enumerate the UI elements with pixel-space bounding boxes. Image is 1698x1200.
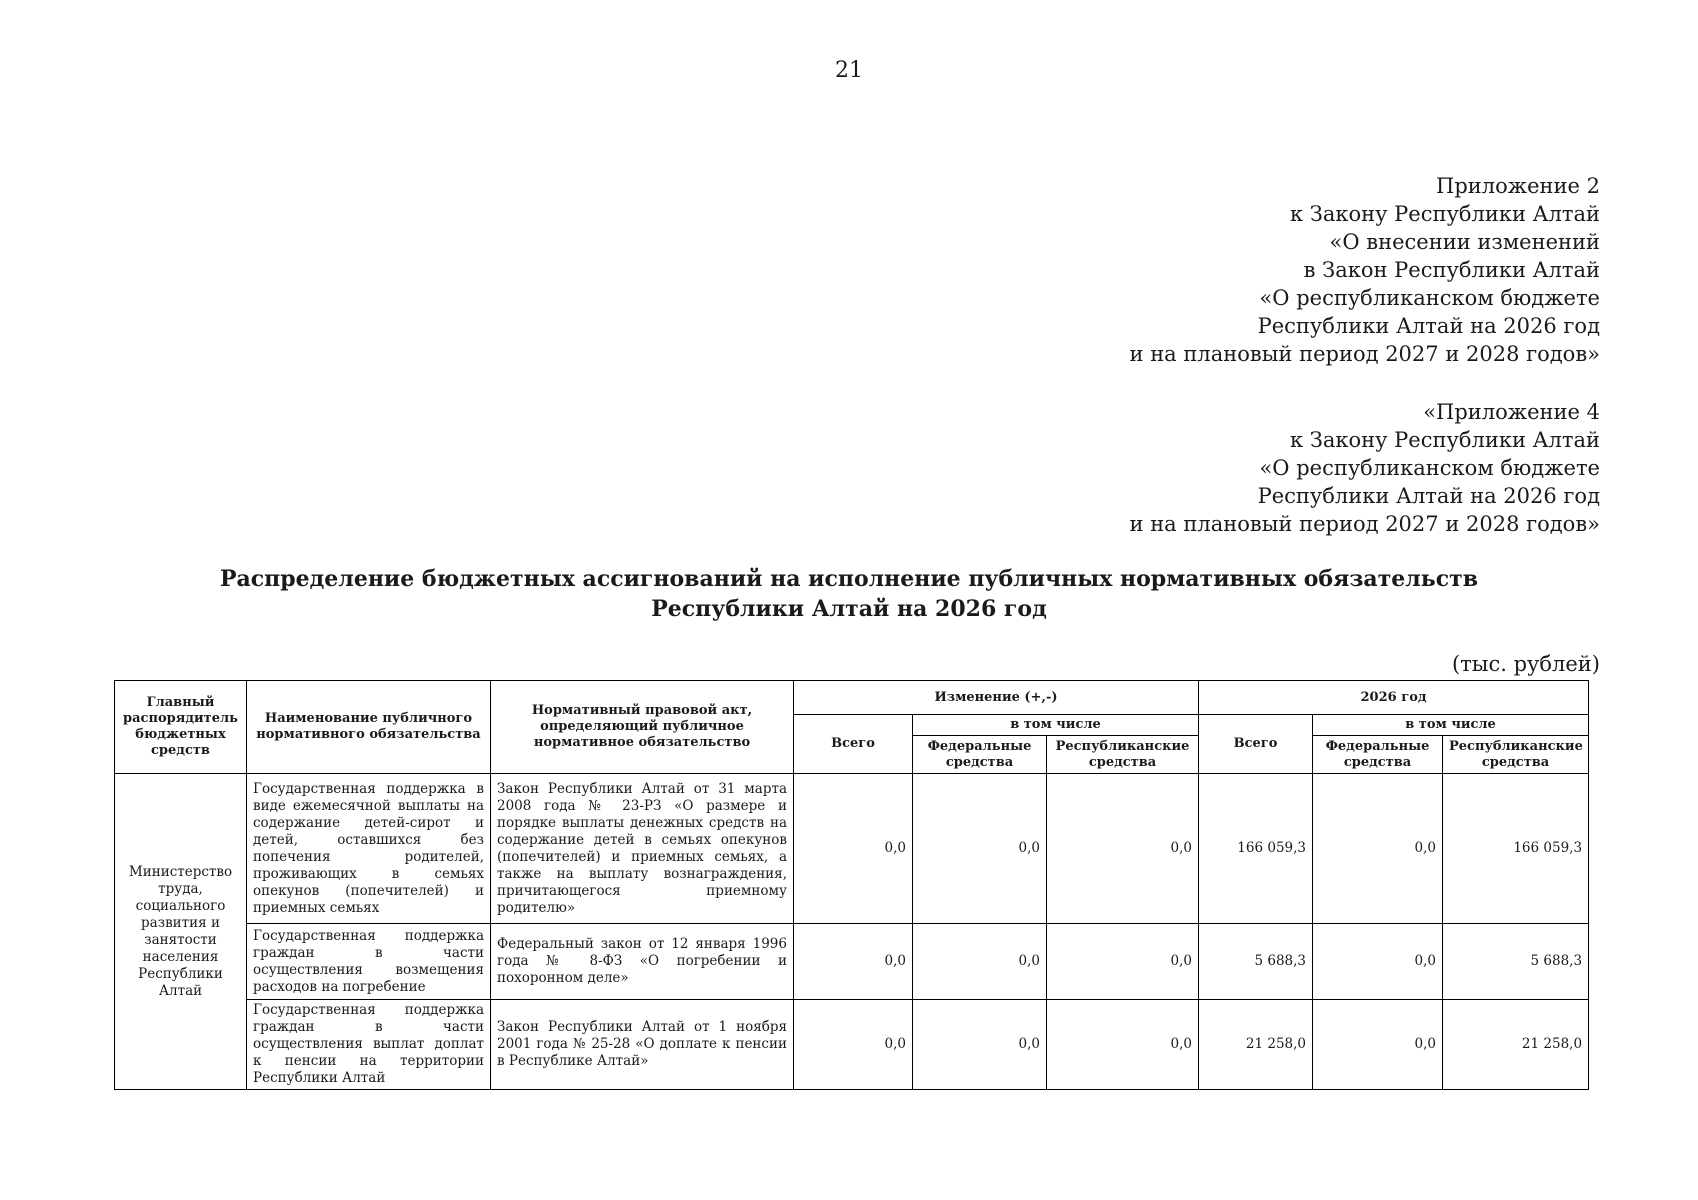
change-total: 0,0 — [794, 774, 913, 924]
change-republic: 0,0 — [1047, 774, 1199, 924]
legal-act: Закон Республики Алтай от 31 марта 2008 года № 23-РЗ «О размере и порядке выплаты денежных средств на содержание детей в семьях опекунов (попечителей) и приемных семьях, а также на выплату вознаграждения, причитающегося приемному родителю» — [491, 774, 794, 924]
legal-act: Федеральный закон от 12 января 1996 года № 8-ФЗ «О погребении и похоронном деле» — [491, 924, 794, 1000]
header-act: Нормативный правовой акт, определяющий публичное нормативное обязательство — [491, 681, 794, 774]
year-federal: 0,0 — [1313, 1000, 1443, 1090]
page-number: 21 — [835, 58, 863, 83]
year-federal: 0,0 — [1313, 774, 1443, 924]
table-row — [115, 774, 1589, 924]
obligation-name: Государственная поддержка граждан в части осуществления выплат доплат к пенсии на территории Республики Алтай — [247, 1000, 491, 1090]
header-change-total: Всего — [794, 715, 913, 774]
change-federal: 0,0 — [913, 774, 1047, 924]
annex-current-line: и на плановый период 2027 и 2028 годов» — [1129, 342, 1600, 366]
obligation-name: Государственная поддержка в виде ежемесячной выплаты на содержание детей-сирот и детей, оставшихся без попечения родителей, проживающих в семьях опекунов (попечителей) и приемных семьях — [247, 774, 491, 924]
annex-amended-line: и на плановый период 2027 и 2028 годов» — [1129, 512, 1600, 536]
header-change-federal: Федеральные средства — [913, 736, 1047, 774]
header-admin: Главный распорядитель бюджетных средств — [115, 681, 247, 774]
change-total: 0,0 — [794, 1000, 913, 1090]
table-row — [115, 1000, 1589, 1090]
year-total: 21 258,0 — [1199, 1000, 1313, 1090]
legal-act: Закон Республики Алтай от 1 ноября 2001 года № 25-28 «О доплате к пенсии в Республике Алтай» — [491, 1000, 794, 1090]
annex-amended-heading — [1130, 398, 1600, 538]
document-title-line: Республики Алтай на 2026 год — [651, 596, 1047, 622]
budget-administrator: Министерство труда, социального развития и занятости населения Республики Алтай — [115, 774, 247, 1090]
year-republic: 166 059,3 — [1443, 774, 1589, 924]
change-total: 0,0 — [794, 924, 913, 1000]
year-federal: 0,0 — [1313, 924, 1443, 1000]
change-republic: 0,0 — [1047, 1000, 1199, 1090]
obligation-name: Государственная поддержка граждан в части осуществления возмещения расходов на погребение — [247, 924, 491, 1000]
table-row — [115, 924, 1589, 1000]
document-title — [0, 564, 1698, 624]
annex-current-line: к Закону Республики Алтай — [1289, 202, 1600, 226]
obligations-table — [114, 680, 1589, 1090]
header-year-group: 2026 год — [1199, 681, 1589, 715]
units-label: (тыс. рублей) — [1451, 652, 1600, 676]
header-year-federal: Федеральные средства — [1313, 736, 1443, 774]
document-title-line: Распределение бюджетных ассигнований на исполнение публичных нормативных обязательств — [219, 566, 1479, 592]
change-federal: 0,0 — [913, 1000, 1047, 1090]
annex-amended-line: к Закону Республики Алтай — [1289, 428, 1600, 452]
year-republic: 5 688,3 — [1443, 924, 1589, 1000]
header-change-group: Изменение (+,-) — [794, 681, 1199, 715]
header-year-total: Всего — [1199, 715, 1313, 774]
year-total: 166 059,3 — [1199, 774, 1313, 924]
annex-current-line: Республики Алтай на 2026 год — [1257, 314, 1600, 338]
annex-amended-line: «Приложение 4 — [1423, 400, 1600, 424]
annex-current-heading — [1130, 172, 1600, 368]
year-total: 5 688,3 — [1199, 924, 1313, 1000]
header-year-including: в том числе — [1313, 715, 1589, 736]
annex-current-line: «О республиканском бюджете — [1259, 286, 1600, 310]
header-obligation: Наименование публичного нормативного обязательства — [247, 681, 491, 774]
change-federal: 0,0 — [913, 924, 1047, 1000]
annex-current-line: «О внесении изменений — [1329, 230, 1600, 254]
annex-amended-line: Республики Алтай на 2026 год — [1257, 484, 1600, 508]
annex-current-line: в Закон Республики Алтай — [1303, 258, 1600, 282]
year-republic: 21 258,0 — [1443, 1000, 1589, 1090]
change-republic: 0,0 — [1047, 924, 1199, 1000]
header-change-republic: Республиканские средства — [1047, 736, 1199, 774]
header-change-including: в том числе — [913, 715, 1199, 736]
annex-amended-line: «О республиканском бюджете — [1259, 456, 1600, 480]
header-year-republic: Республиканские средства — [1443, 736, 1589, 774]
annex-current-line: Приложение 2 — [1436, 174, 1600, 198]
